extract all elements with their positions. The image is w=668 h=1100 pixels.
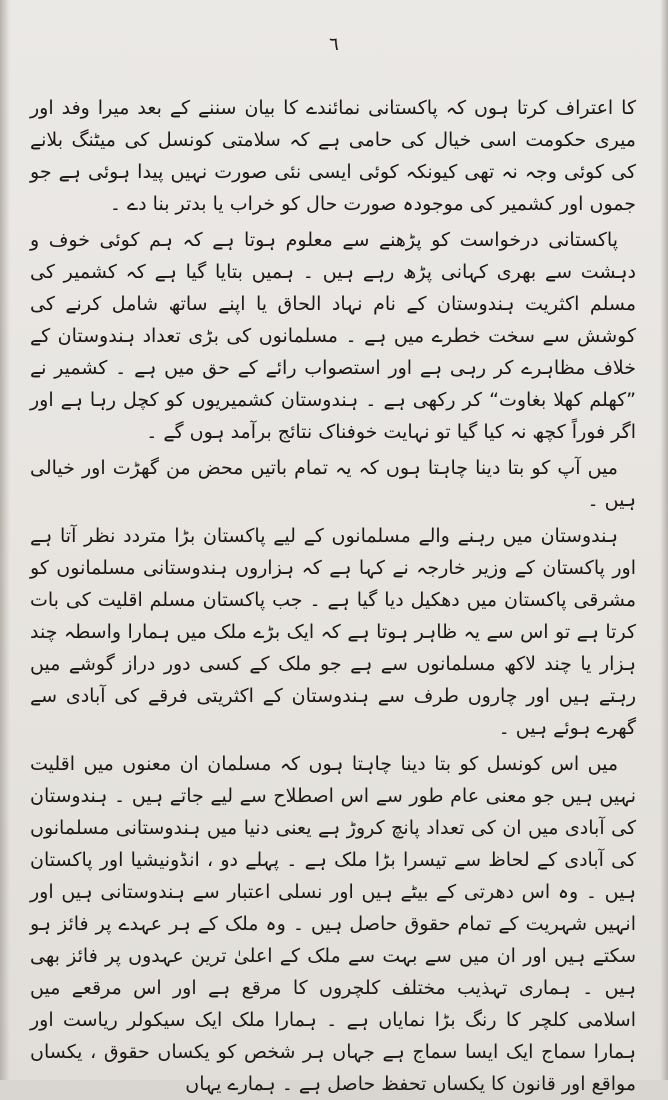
page-number: ٦ (329, 34, 339, 55)
body-text (30, 92, 636, 1095)
page-left-shadow (0, 0, 10, 1080)
paragraph-4: ہندوستان میں رہنے والے مسلمانوں کے لیے پاکستان بڑا متردد نظر آتا ہے اور پاکستان کے وزیر خارجہ نے کہا ہے کہ ہزاروں ہندوستانی مسلمانوں کو مشرقی پاکستان میں دھکیل دیا گیا ہے ۔ جب پاکستان مسلم اقلیت کی بات کرتا ہے تو اس سے یہ ظاہر ہوتا ہے کہ ایک بڑے ملک میں ہمارا واسطہ چند ہزار یا چند لاکھ مسلمانوں سے ہے جو ملک کے کسی دور دراز گوشے میں رہتے ہیں اور چاروں طرف سے ہندوستان کے اکثریتی فرقے کی آبادی سے گھرے ہوئے ہیں ۔ (30, 525, 636, 739)
page-right-shadow (660, 0, 668, 1080)
paragraph-1: کا اعتراف کرتا ہوں کہ پاکستانی نمائندے کا بیان سننے کے بعد میرا وفد اور میری حکومت اسی خیال کی حامی ہے کہ سلامتی کونسل کی میٹنگ بلانے کی کوئی وجہ نہ تھی کیونکہ کوئی ایسی نئی صورت نہیں پیدا ہوئی ہے جو جموں اور کشمیر کی موجودہ صورت حال کو خراب یا بدتر بنا دے ۔ (30, 97, 636, 215)
paragraph-5: میں اس کونسل کو بتا دینا چاہتا ہوں کہ مسلمان ان معنوں میں اقلیت نہیں ہیں جو معنی عام طور سے اس اصطلاح سے لیے جاتے ہیں ۔ ہندوستان کی آبادی میں ان کی تعداد پانچ کروڑ ہے یعنی دنیا میں ہندوستانی مسلمانوں کی آبادی کے لحاظ سے تیسرا بڑا ملک ہے ۔ پہلے دو ، انڈونیشیا اور پاکستان ہیں ۔ وہ اس دھرتی کے بیٹے ہیں اور نسلی اعتبار سے ہندوستانی ہیں اور انہیں شہریت کے تمام حقوق حاصل ہیں ۔ وہ ملک کے ہر عہدے پر فائز ہو سکتے ہیں اور ان میں سے بہت سے ملک کے اعلیٰ ترین عہدوں پر فائز بھی ہیں ۔ ہماری تہذیب مختلف کلچروں کا مرقع ہے اور اس مرقعے میں اسلامی کلچر کا رنگ بڑا نمایاں ہے ۔ ہمارا ملک ایک سیکولر ریاست اور ہمارا سماج ایک ایسا سماج ہے جہاں ہر شخص کو یکساں حقوق ، یکساں مواقع اور قانون کا یکساں تحفظ حاصل ہے ۔ ہمارے یہاں (30, 753, 636, 1095)
paragraph-3: میں آپ کو بتا دینا چاہتا ہوں کہ یہ تمام باتیں محض من گھڑت اور خیالی ہیں ۔ (30, 457, 636, 511)
paragraph-2: پاکستانی درخواست کو پڑھنے سے معلوم ہوتا ہے کہ ہم کوئی خوف و دہشت سے بھری کہانی پڑھ رہے ہیں ۔ ہمیں بتایا گیا ہے کہ کشمیر کی مسلم اکثریت ہندوستان کے نام نہاد الحاق یا اپنے ساتھ شامل کرنے کی کوشش سے سخت خطرے میں ہے ۔ مسلمانوں کی بڑی تعداد ہندوستان کے خلاف مظاہرے کر رہی ہے اور استصواب رائے کے حق میں ہے ۔ کشمیر نے ”کھلم کھلا بغاوت“ کر رکھی ہے ۔ ہندوستان کشمیریوں کو کچل رہا ہے اور اگر فوراً کچھ نہ کیا گیا تو نہایت خوفناک نتائج برآمد ہوں گے ۔ (30, 229, 636, 443)
